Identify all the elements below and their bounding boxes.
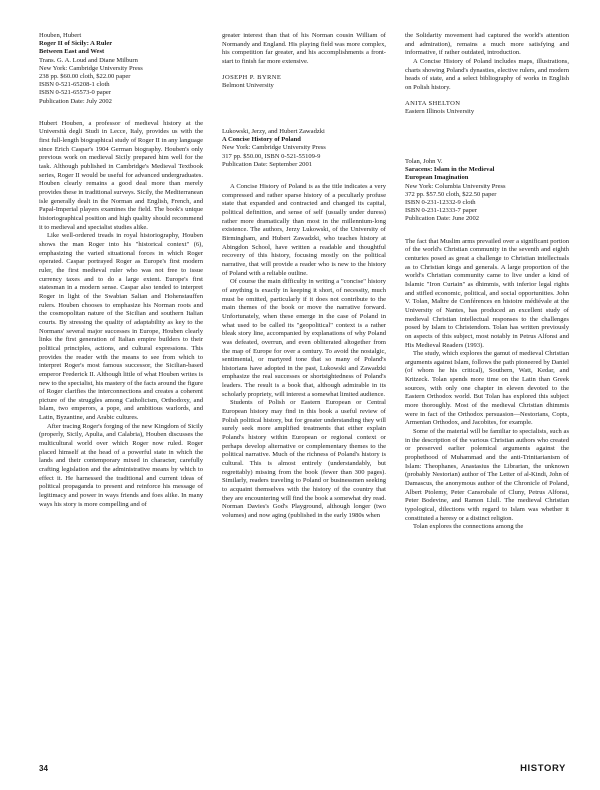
column-1 [39, 32, 203, 509]
running-footer-section: HISTORY [520, 763, 566, 774]
review-3-title-line-1: Saracens: Islam in the Medieval [405, 166, 495, 174]
review-3-pages-price: 372 pp. $57.50 cloth, $22.50 paper [405, 190, 497, 198]
review-2-bibliographic-header [222, 128, 386, 169]
review-3-title-line-2: European Imagination [405, 174, 469, 182]
review-1-paragraph: Like well-ordered treads in royal historiography, Houben shows the man Roger into his "historical context" (6), emphasizing the varied situational forces in which Roger operated. Caspar portrayed Roger as Europe's first modern ruler, the first medieval ruler who was not free to issue currency taxes and to do a large extent. Europe's first statesman in a modern sense. Caspar also tended to interpret Roger in light of the Swabian Salian and Hohenstauffen rulers. Houben chooses to emphasize his Norman roots and the cosmopolitan nature of the Sicilian and southern Italian courts. By stressing the quality of adaptability as key to the Normans' several major successes in Europe, Houben clearly links the first generation of Italian empire builders to their political principles, actions, and cultural expressions. This provides the reader with the means to see from which to interpret Roger's most famous successor, the Sicilian-based emperor Frederick II. Although little of what Houben writes is new to the specialist, his mastery of the facts around the figure of Roger clarifies the interconnections and creates a coherent picture of the struggles among Catholicism, Orthodoxy, and Islam, two emperors, a pope, and ambitious warlords, and Latin, Byzantine, and Arabic cultures. [39, 232, 203, 422]
review-1-translators: Trans. G. A. Loud and Diane Milburn [39, 56, 138, 64]
reviewer-1-name: JOSEPH P. BYRNE [222, 73, 282, 81]
review-1-pages-price: 238 pp. $60.00 cloth, $22.00 paper [39, 73, 131, 81]
review-2-title: A Concise History of Poland [222, 136, 301, 144]
review-3-publication-date: Publication Date: June 2002 [405, 215, 480, 223]
review-1-publisher: New York: Cambridge University Press [39, 64, 143, 72]
review-1-isbn-paper: ISBN 0-521-65573-0 paper [39, 89, 112, 97]
review-2-continued: the Solidarity movement had captured the world's attention and admiration), remains a much more satisfying and informative, if rather outdated, introduction. [405, 32, 569, 57]
column-3 [405, 32, 569, 532]
review-3-isbn-cloth: ISBN 0-231-12332-9 cloth [405, 199, 476, 207]
review-2-paragraph: Students of Polish or Eastern European or Central European history may find in this book a useful review of Polish political history, but for greater understanding they will surely seek more amplified treatments that either explain Poland's history within European or regional context or perhaps develop alternative or complementary themes to the political narrative. Much of the richness of Poland's history is cultural. This is almost entirely (understandably, but regrettably) missing from the book (fewer than 300 pages). Similarly, readers traveling to Poland or businessmen seeking to acquaint themselves with the history of the country that they are encountering will find the book a somewhat dry read. Norman Davies's God's Playground, although longer (two volumes) and now aging (published in the early 1980s when [222, 399, 386, 519]
reviewer-2-name: ANITA SHELTON [405, 99, 461, 107]
page-number: 34 [39, 764, 48, 773]
review-3-publisher: New York: Columbia University Press [405, 182, 506, 190]
column-2 [222, 32, 386, 521]
review-1-continued: greater interest than that of his Norman cousin William of Normandy and England. His playing field was more complex, his competition far greater, and his accomplishments a front-start to finish far more extensive. [222, 32, 386, 65]
review-1-paragraph: After tracing Roger's forging of the new Kingdom of Sicily (properly, Sicily, Apulia, and Calabria), Houben discusses the multicultural world over which Roger now ruled. Roger placed himself at the head of a powerful state in which the lands and their contemporary mixed in character, carefully crafting legislation and the administrative means by which to effect it. He harnessed the traditional and current ideas of political propaganda to present and reinforce his message of legitimacy and power in ways friends and foes alike. In many ways his story is more compelling and of [39, 422, 203, 508]
reviewer-1-affiliation: Belmont University [222, 81, 274, 89]
review-2-paragraph: Of course the main difficulty in writing a "concise" history of anything is exactly in keeping it short, of necessity, much must be omitted, particularly if it does not contribute to the main themes of the book or move the narrative forward. Unfortunately, when these emerge in the case of Poland in what used to be called its "geopolitical" context is a rather bleak story line, accompanied by explanations of why Poland was defeated, overrun, and even obliterated altogether from the map of Europe for over a century. To avoid the nostalgic, sentimental, or martyred tone that so many of Poland's historians have adopted in the past, Lukowski and Zawadzki emphasize the real successes or shortsightedness of Poland's leaders. The result is a book that, although admirable in its scholarly propriety, will interest a somewhat limited audience. [222, 278, 386, 398]
reviewer-2-affiliation: Eastern Illinois University [405, 107, 475, 115]
review-2-pages-price-isbn: 317 pp. $50.00, ISBN 0-521-55109-9 [222, 152, 321, 160]
review-1-title-line-2: Between East and West [39, 48, 105, 56]
review-3-paragraph: The study, which explores the gamut of medieval Christian arguments against Islam, follows the path pioneered by Daniel (of whom he his critical), Southern, Watt, Kedar, and Kritzeck. Tolan spends more time on the Latin than Greek sources, with only one chapter in eleven devoted to the Eastern Orthodox world. But Tolan has explored this subject more thoroughly. Most of the medieval Christian dhimmis were in fact of the Orthodox persuasion—Nestorians, Copts, Armenian Orthodox, and Jacobites, for example. [405, 350, 569, 427]
review-1-title-line-1: Roger II of Sicily: A Ruler [39, 40, 113, 48]
review-2-publication-date: Publication Date: September 2001 [222, 160, 313, 168]
reviewer-2-signature [405, 100, 569, 116]
review-1-publication-date: Publication Date: July 2002 [39, 97, 112, 105]
review-2-publisher: New York: Cambridge University Press [222, 144, 326, 152]
reviewer-1-signature [222, 74, 386, 90]
review-3-bibliographic-header [405, 158, 569, 224]
review-3-isbn-paper: ISBN 0-231-12333-7 paper [405, 207, 478, 215]
review-1-bibliographic-header [39, 32, 203, 106]
review-2-authors: Lukowski, Jerzy, and Hubert Zawadzki [222, 128, 325, 136]
review-1-isbn-cloth: ISBN 0-521-65208-1 cloth [39, 81, 110, 89]
review-2-closing-paragraph: A Concise History of Poland includes maps, illustrations, charts showing Poland's dynasties, elective rulers, and modern heads of state, and a select bibliography of works in English on Polish history. [405, 57, 569, 91]
review-1-paragraph: Hubert Houben, a professor of medieval history at the Università degli Studi in Lecce, Italy, provides us with the first full-length biographical study of Roger II in any language since Erich Caspar's 1904 German biography. Houben's only previous work on medieval Sicily prepared him well for the task. Although published in Cambridge's Medieval Textbook series, Roger II would be useful for advanced undergraduates. Houben clearly remains a good deal more than merely provides these in traditional surveys. Sicily, the Mediterranean isle generally dealt in the Norman and English, French, and Papal-Imperial players examines the field. The book's unique historiographical position and high quality should recommend it to medieval and specialist studies alike. [39, 119, 203, 231]
review-3-author: Tolan, John V. [405, 158, 443, 165]
review-2-paragraph: A Concise History of Poland is as the title indicates a very compressed and rather sparse history of a peculiarly profuse state that expanded and contracted and changed its capital, political definition, and sense of self (usually under duress) rather more dramatically than most in the millennium-long existence. The authors, Jerzy Lukowski, of the University of Birmingham, and Hubert Zawadzki, who teaches history at Abingdon School, have written a readable and thoughtful recovery of this history, focusing mostly on the political narrative, that will provide a reader who is new to the history of Poland with a reliable outline. [222, 183, 386, 277]
review-1-author: Houben, Hubert [39, 32, 82, 39]
review-3-paragraph: Tolan explores the connections among the [413, 523, 524, 531]
review-3-paragraph: The fact that Muslim arms prevailed over a significant portion of the world's Christian community in the seventh and eighth centuries posed as great a challenge to Christian intellectuals as to Christian kings and generals. A large proportion of the world's Christian community came to live under a kind of Islamic "Iron Curtain" as dhimmis, with inferior legal rights and stifled economic, political, and social opportunities. John V. Tolan, Maître de Conférences en histoire médiévale at the University of Nantes, has produced an excellent study of medieval Christian intellectual responses to the challenges posed by Islam to Christendom. Tolan has written previously on aspects of this subject, most notably in Petrus Alfonsi and His Medieval Readers (1993). [405, 237, 569, 349]
review-3-paragraph: Some of the material will be familiar to specialists, such as in the description of the various Christian authors who created or preserved earlier polemical arguments against the prophethood of Muhammad and the anti-Trinitarianism of Islam: Theophanes, Anastasius the Librarian, the unknown (probably Nestorian) author of The Letter of al-Kindi, John of Damascus, the anonymous author of the Chronicle of Poland, Albert Ptolemy, Peter Cansrobale of Cluny, Petrus Alfonsi, Peter Bodevine, and Ramon Llull. The medieval Christian typological, dilections with regard to Islam was whether it constituted a heresy or a distinct religion. [405, 428, 569, 522]
